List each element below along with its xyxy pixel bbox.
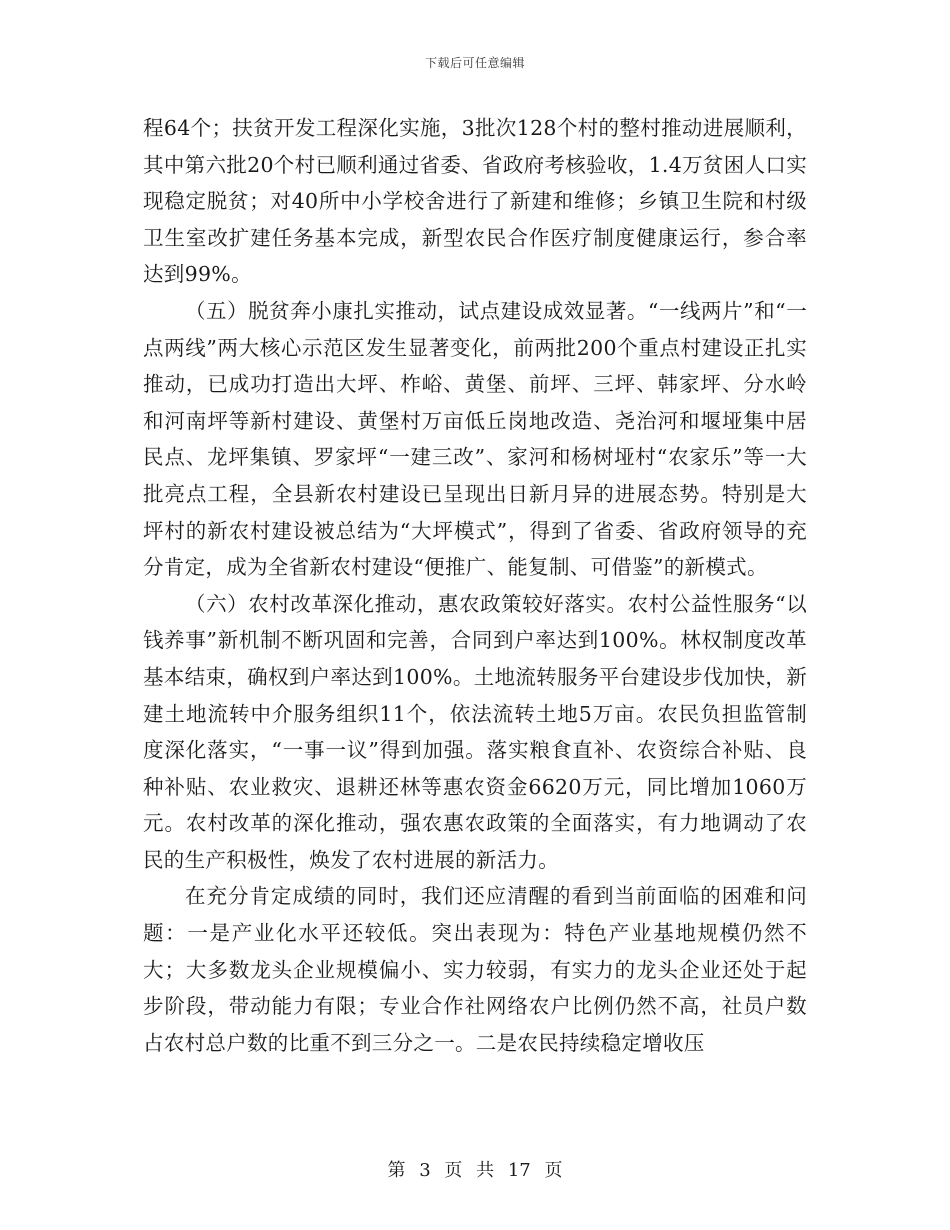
- paragraph-3: （六）农村改革深化推动，惠农政策较好落实。农村公益性服务“以钱养事”新机制不断巩固和完善，合同到户率达到100%。林权制度改革基本结束，确权到户率达到100%。土地流转服务平台建设步伐加快，新建土地流转中介服务组织11个，依法流转土地5万亩。农民负担监管制度深化落实，“一事一议”得到加强。落实粮食直补、农资综合补贴、良种补贴、农业救灾、退耕还林等惠农资金6620万元，同比增加1060万元。农村改革的深化推动，强农惠农政策的全面落实，有力地调动了农民的生产积极性，焕发了农村进展的新活力。: [143, 591, 807, 872]
- paragraph-4: 在充分肯定成绩的同时，我们还应清醒的看到当前面临的困难和问题：一是产业化水平还较低。突出表现为：特色产业基地规模仍然不大；大多数龙头企业规模偏小、实力较弱，有实力的龙头企业还处于起步阶段，带动能力有限；专业合作社网络农户比例仍然不高，社员户数占农村总户数的比重不到三分之一。二是农民持续稳定增收压: [143, 884, 807, 1055]
- paragraph-2: （五）脱贫奔小康扎实推动，试点建设成效显著。“一线两片”和“一点两线”两大核心示范区发生显著变化，前两批200个重点村建设正扎实推动，已成功打造出大坪、柞峪、黄堡、前坪、三坪、韩家坪、分水岭和河南坪等新村建设、黄堡村万亩低丘岗地改造、尧治河和堰垭集中居民点、龙坪集镇、罗家坪“一建三改”、家河和杨树垭村“农家乐”等一大批亮点工程，全县新农村建设已呈现出日新月异的进展态势。特别是大坪村的新农村建设被总结为“大坪模式”，得到了省委、省政府领导的充分肯定，成为全省新农村建设“便推广、能复制、可借鉴”的新模式。: [143, 298, 807, 580]
- page-number-footer: 第 3 页 共 17 页: [387, 1160, 563, 1181]
- paragraph-1: 程64个；扶贫开发工程深化实施，3批次128个村的整村推动进展顺利，其中第六批20个村已顺利通过省委、省政府考核验收，1.4万贫困人口实现稳定脱贫；对40所中小学校舍进行了新建和维修；乡镇卫生院和村级卫生室改扩建任务基本完成，新型农民合作医疗制度健康运行，参合率达到99%。: [143, 116, 807, 287]
- document-body: [143, 110, 807, 1061]
- page-header: 下载后可任意编辑: [424, 56, 525, 70]
